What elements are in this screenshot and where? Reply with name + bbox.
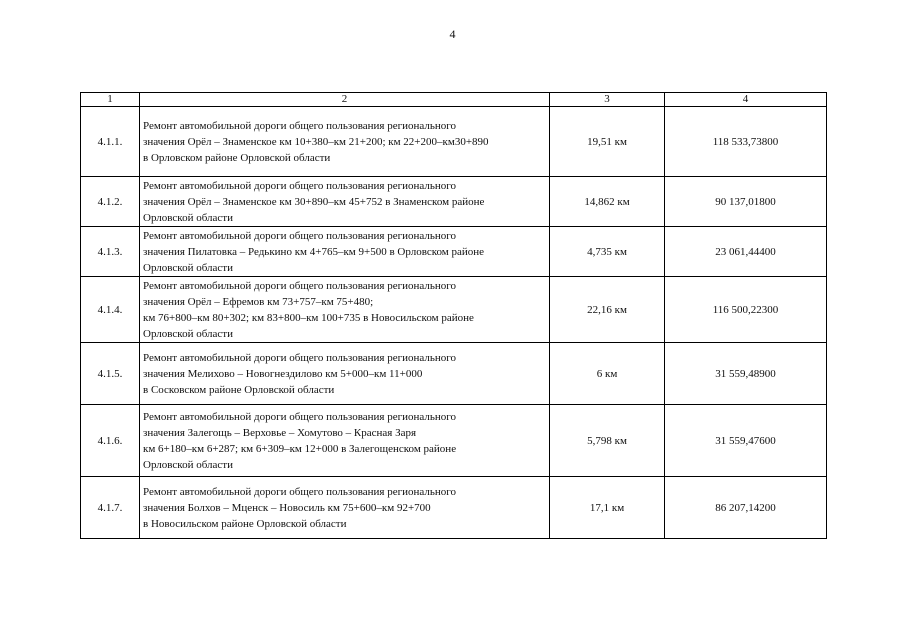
row-length: 5,798 км (550, 405, 665, 477)
table-row (81, 405, 827, 477)
row-length: 19,51 км (550, 107, 665, 177)
row-number: 4.1.1. (81, 107, 140, 177)
table-row (81, 107, 827, 177)
row-cost: 31 559,48900 (665, 343, 827, 405)
row-cost: 90 137,01800 (665, 177, 827, 227)
header-col-2: 2 (140, 93, 550, 107)
header-col-1: 1 (81, 93, 140, 107)
row-cost: 31 559,47600 (665, 405, 827, 477)
row-number: 4.1.2. (81, 177, 140, 227)
row-length: 14,862 км (550, 177, 665, 227)
row-description: Ремонт автомобильной дороги общего пользования регионального значения Мелихово – Новогнездилово км 5+000–км 11+000 в Сосковском районе Орловской области (140, 343, 550, 405)
row-length: 22,16 км (550, 277, 665, 343)
header-row (81, 93, 827, 107)
row-cost: 116 500,22300 (665, 277, 827, 343)
row-cost: 86 207,14200 (665, 477, 827, 539)
row-number: 4.1.6. (81, 405, 140, 477)
row-description: Ремонт автомобильной дороги общего пользования регионального значения Орёл – Знаменское км 30+890–км 45+752 в Знаменском районе Орловской области (140, 177, 550, 227)
table-row (81, 227, 827, 277)
row-description: Ремонт автомобильной дороги общего пользования регионального значения Болхов – Мценск – Новосиль км 75+600–км 92+700 в Новосильском районе Орловской области (140, 477, 550, 539)
row-description: Ремонт автомобильной дороги общего пользования регионального значения Пилатовка – Редькино км 4+765–км 9+500 в Орловском районе Орловской области (140, 227, 550, 277)
header-col-3: 3 (550, 93, 665, 107)
row-description: Ремонт автомобильной дороги общего пользования регионального значения Орёл – Ефремов км 73+757–км 75+480; км 76+800–км 80+302; км 83+800–км 100+735 в Новосильском районе Орловской области (140, 277, 550, 343)
row-cost: 118 533,73800 (665, 107, 827, 177)
row-number: 4.1.5. (81, 343, 140, 405)
row-description: Ремонт автомобильной дороги общего пользования регионального значения Орёл – Знаменское км 10+380–км 21+200; км 22+200–км30+890 в Орловском районе Орловской области (140, 107, 550, 177)
row-length: 17,1 км (550, 477, 665, 539)
table-row (81, 277, 827, 343)
table-row (81, 477, 827, 539)
row-cost: 23 061,44400 (665, 227, 827, 277)
header-col-4: 4 (665, 93, 827, 107)
table-row (81, 343, 827, 405)
road-repair-table (80, 92, 827, 539)
row-length: 6 км (550, 343, 665, 405)
row-number: 4.1.3. (81, 227, 140, 277)
row-length: 4,735 км (550, 227, 665, 277)
row-number: 4.1.4. (81, 277, 140, 343)
row-number: 4.1.7. (81, 477, 140, 539)
page-number: 4 (449, 27, 456, 41)
table-row (81, 177, 827, 227)
row-description: Ремонт автомобильной дороги общего пользования регионального значения Залегощь – Верховье – Хомутово – Красная Заря км 6+180–км 6+287; км 6+309–км 12+000 в Залегощенском районе Орловской области (140, 405, 550, 477)
